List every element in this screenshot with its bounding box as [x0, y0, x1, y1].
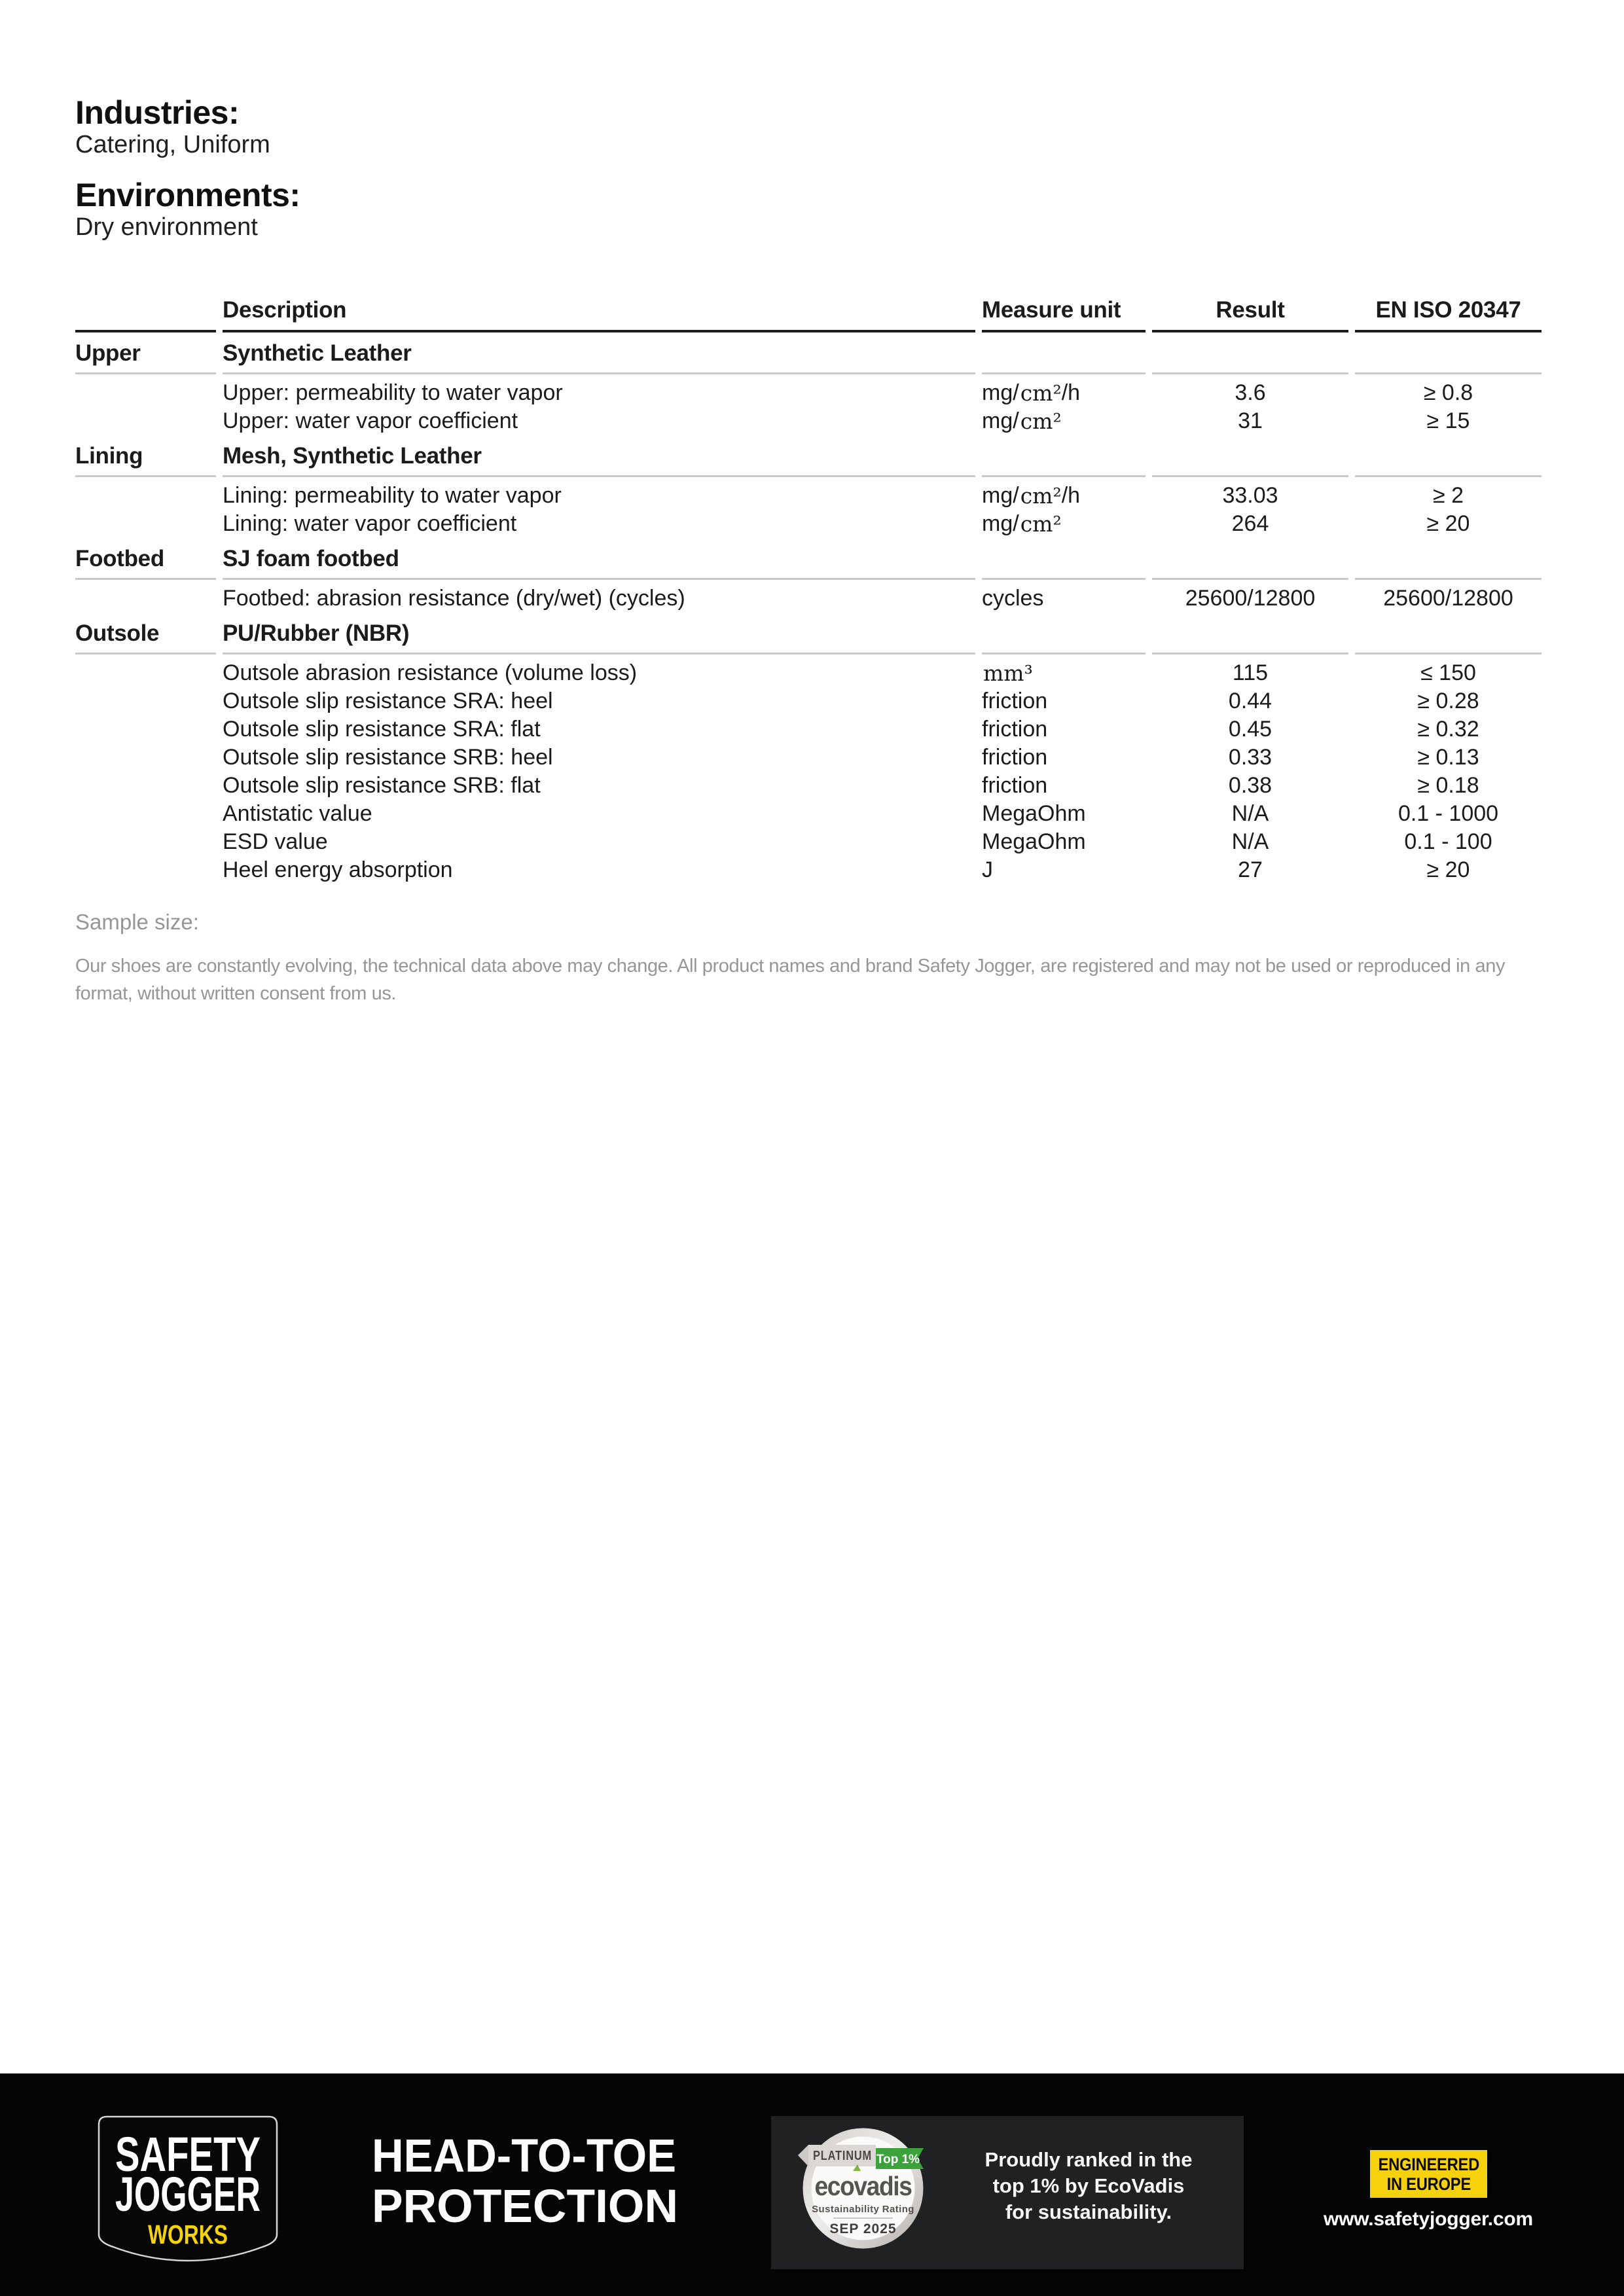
ranked-line-2: top 1% by EcoVadis — [992, 2174, 1185, 2197]
table-row — [75, 715, 1542, 744]
cell-desc: Upper: permeability to water vapor — [223, 380, 563, 405]
cell-label — [75, 715, 216, 744]
table-row — [75, 482, 1542, 510]
cell-norm: ≤ 150 — [1420, 660, 1476, 685]
cell-desc: Description — [223, 284, 975, 332]
cell-norm: 25600/12800 — [1383, 586, 1513, 611]
cell-unit: MegaOhm — [982, 829, 1086, 854]
ecovadis-ranked-text — [948, 2147, 1229, 2225]
ranked-line-1: Proudly ranked in the — [984, 2148, 1193, 2171]
cell-norm: ≥ 0.28 — [1417, 689, 1479, 713]
cell-label — [75, 407, 216, 435]
cell-unit: cycles — [982, 586, 1044, 611]
cell-result — [1152, 538, 1348, 580]
cell-result — [1152, 332, 1348, 374]
ecovadis-panel — [771, 2116, 1244, 2269]
cell-unit — [982, 332, 1146, 374]
cell-unit: Measure unit — [982, 284, 1146, 332]
cell-unit — [982, 659, 1146, 687]
unit-serif-part: cm² — [1020, 483, 1062, 509]
cell-label — [75, 379, 216, 407]
table-group-row — [75, 435, 1542, 477]
ranked-line-3: for sustainability. — [1005, 2200, 1172, 2223]
engineered-in-europe-badge — [1370, 2150, 1487, 2198]
unit-serif-part: mm³ — [983, 660, 1033, 686]
cell-label — [75, 584, 216, 613]
cell-unit: friction — [982, 773, 1048, 798]
table-row — [75, 687, 1542, 715]
table-row — [75, 856, 1542, 884]
engineered-in-europe-text — [1378, 2155, 1479, 2194]
cell-result: 33.03 — [1222, 483, 1278, 508]
cell-desc: Outsole abrasion resistance (volume loss) — [223, 660, 638, 685]
brand-line-works: WORKS — [148, 2219, 228, 2250]
table-row — [75, 659, 1542, 687]
cell-desc: ESD value — [223, 829, 328, 854]
cell-label — [75, 800, 216, 828]
cell-unit: MegaOhm — [982, 801, 1086, 826]
cell-result: 25600/12800 — [1185, 586, 1316, 611]
table-group-row — [75, 332, 1542, 374]
cell-norm: EN ISO 20347 — [1355, 284, 1542, 332]
cell-norm: 0.1 - 100 — [1404, 829, 1492, 854]
cell-unit: J — [982, 857, 993, 882]
cell-desc: PU/Rubber (NBR) — [223, 613, 975, 655]
headline — [367, 2121, 707, 2232]
cell-label — [75, 772, 216, 800]
cell-norm: ≥ 2 — [1432, 483, 1464, 508]
cell-norm: ≥ 0.18 — [1417, 773, 1479, 798]
engineered-line-1: ENGINEERED — [1378, 2154, 1479, 2174]
unit-serif-part: cm² — [1020, 380, 1062, 406]
cell-desc: Mesh, Synthetic Leather — [223, 435, 975, 477]
cell-label: Footbed — [75, 538, 216, 580]
cell-norm — [1355, 332, 1542, 374]
cell-label: Lining — [75, 435, 216, 477]
table-row — [75, 379, 1542, 407]
cell-desc: Heel energy absorption — [223, 857, 453, 882]
cell-unit — [982, 435, 1146, 477]
cell-desc: Outsole slip resistance SRA: heel — [223, 689, 553, 713]
cell-unit: friction — [982, 689, 1048, 713]
ecovadis-date: SEP 2025 — [829, 2221, 897, 2236]
cell-result — [1152, 435, 1348, 477]
cell-norm: ≥ 15 — [1426, 408, 1470, 433]
cell-label — [75, 284, 216, 332]
cell-unit: mg/ cm² /h — [982, 380, 1081, 406]
cell-result: 3.6 — [1235, 380, 1266, 405]
cell-result: 0.38 — [1228, 773, 1272, 798]
cell-label — [75, 687, 216, 715]
cell-result: 264 — [1231, 511, 1269, 536]
disclaimer-text: Our shoes are constantly evolving, the technical data above may change. All product names and brand Safety Jogger, are registered and may not be used or reproduced in any format, without written consent from us. — [75, 956, 1506, 1004]
sample-size-label: Sample size: — [75, 910, 199, 934]
cell-result: 115 — [1232, 660, 1269, 685]
headline-line-2: PROTECTION — [372, 2181, 678, 2233]
cell-desc: SJ foam footbed — [223, 538, 975, 580]
cell-label — [75, 744, 216, 772]
brand-line-safety: SAFETY — [115, 2127, 261, 2181]
cell-desc: Upper: water vapor coefficient — [223, 408, 518, 433]
spec-table — [75, 284, 1542, 884]
table-row — [75, 828, 1542, 856]
table-header-row — [75, 284, 1542, 332]
safety-jogger-works-logo — [98, 2115, 278, 2262]
table-group-row — [75, 613, 1542, 655]
cell-desc: Outsole slip resistance SRB: flat — [223, 773, 541, 798]
ecovadis-medal-icon — [802, 2127, 924, 2250]
cell-unit: friction — [982, 745, 1048, 770]
cell-norm: ≥ 0.8 — [1423, 380, 1473, 405]
cell-unit — [982, 538, 1146, 580]
cell-desc: Outsole slip resistance SRA: flat — [223, 717, 541, 742]
cell-result: 31 — [1238, 408, 1263, 433]
cell-result: 27 — [1238, 857, 1263, 882]
table-row — [75, 510, 1542, 538]
cell-norm: 0.1 - 1000 — [1398, 801, 1499, 826]
cell-result: N/A — [1231, 829, 1269, 854]
table-row — [75, 407, 1542, 435]
cell-unit — [982, 613, 1146, 655]
industries-value: Catering, Uniform — [75, 131, 270, 158]
cell-label — [75, 828, 216, 856]
cell-norm: ≥ 0.32 — [1417, 717, 1479, 742]
headline-line-1: HEAD-TO-TOE — [372, 2130, 676, 2182]
cell-desc: Footbed: abrasion resistance (dry/wet) (cycles) — [223, 586, 685, 611]
cell-unit: mg/ cm² /h — [982, 483, 1081, 509]
cell-desc: Outsole slip resistance SRB: heel — [223, 745, 553, 770]
cell-norm: ≥ 20 — [1426, 511, 1470, 536]
cell-norm: ≥ 0.13 — [1417, 745, 1479, 770]
cell-label: Upper — [75, 332, 216, 374]
unit-serif-part: cm² — [1020, 511, 1062, 537]
cell-desc: Lining: permeability to water vapor — [223, 483, 562, 508]
cell-norm — [1355, 613, 1542, 655]
platinum-banner-label: PLATINUM — [813, 2149, 872, 2163]
cell-result: 0.33 — [1228, 745, 1272, 770]
engineered-line-2: IN EUROPE — [1386, 2174, 1471, 2194]
top1-ribbon-label: Top 1% — [876, 2153, 920, 2166]
unit-serif-part: cm² — [1020, 408, 1062, 434]
environments-heading: Environments: — [75, 177, 300, 213]
cell-label — [75, 659, 216, 687]
cell-unit: mg/ cm² — [982, 408, 1062, 434]
ecovadis-subtitle: Sustainability Rating — [812, 2204, 914, 2215]
cell-label — [75, 856, 216, 884]
table-group-row — [75, 538, 1542, 580]
website-link[interactable]: www.safetyjogger.com — [1324, 2208, 1533, 2230]
cell-label — [75, 482, 216, 510]
footer-bar — [0, 2073, 1624, 2296]
cell-norm — [1355, 538, 1542, 580]
cell-desc: Antistatic value — [223, 801, 372, 826]
table-row — [75, 584, 1542, 613]
cell-desc: Lining: water vapor coefficient — [223, 511, 517, 536]
cell-norm — [1355, 435, 1542, 477]
table-row — [75, 800, 1542, 828]
industries-heading: Industries: — [75, 94, 240, 131]
cell-result — [1152, 613, 1348, 655]
cell-unit: friction — [982, 717, 1048, 742]
cell-desc: Synthetic Leather — [223, 332, 975, 374]
ecovadis-wordmark: ecovadis — [814, 2171, 912, 2201]
cell-norm: ≥ 20 — [1426, 857, 1470, 882]
cell-result: 0.45 — [1228, 717, 1272, 742]
cell-label — [75, 510, 216, 538]
cell-result: 0.44 — [1228, 689, 1272, 713]
environments-value: Dry environment — [75, 213, 258, 241]
cell-label: Outsole — [75, 613, 216, 655]
platinum-banner-fold — [798, 2145, 808, 2166]
cell-result: Result — [1152, 284, 1348, 332]
cell-result: N/A — [1231, 801, 1269, 826]
cell-unit: mg/ cm² — [982, 511, 1062, 537]
table-row — [75, 772, 1542, 800]
table-row — [75, 744, 1542, 772]
brand-line-jogger: JOGGER — [115, 2167, 261, 2221]
